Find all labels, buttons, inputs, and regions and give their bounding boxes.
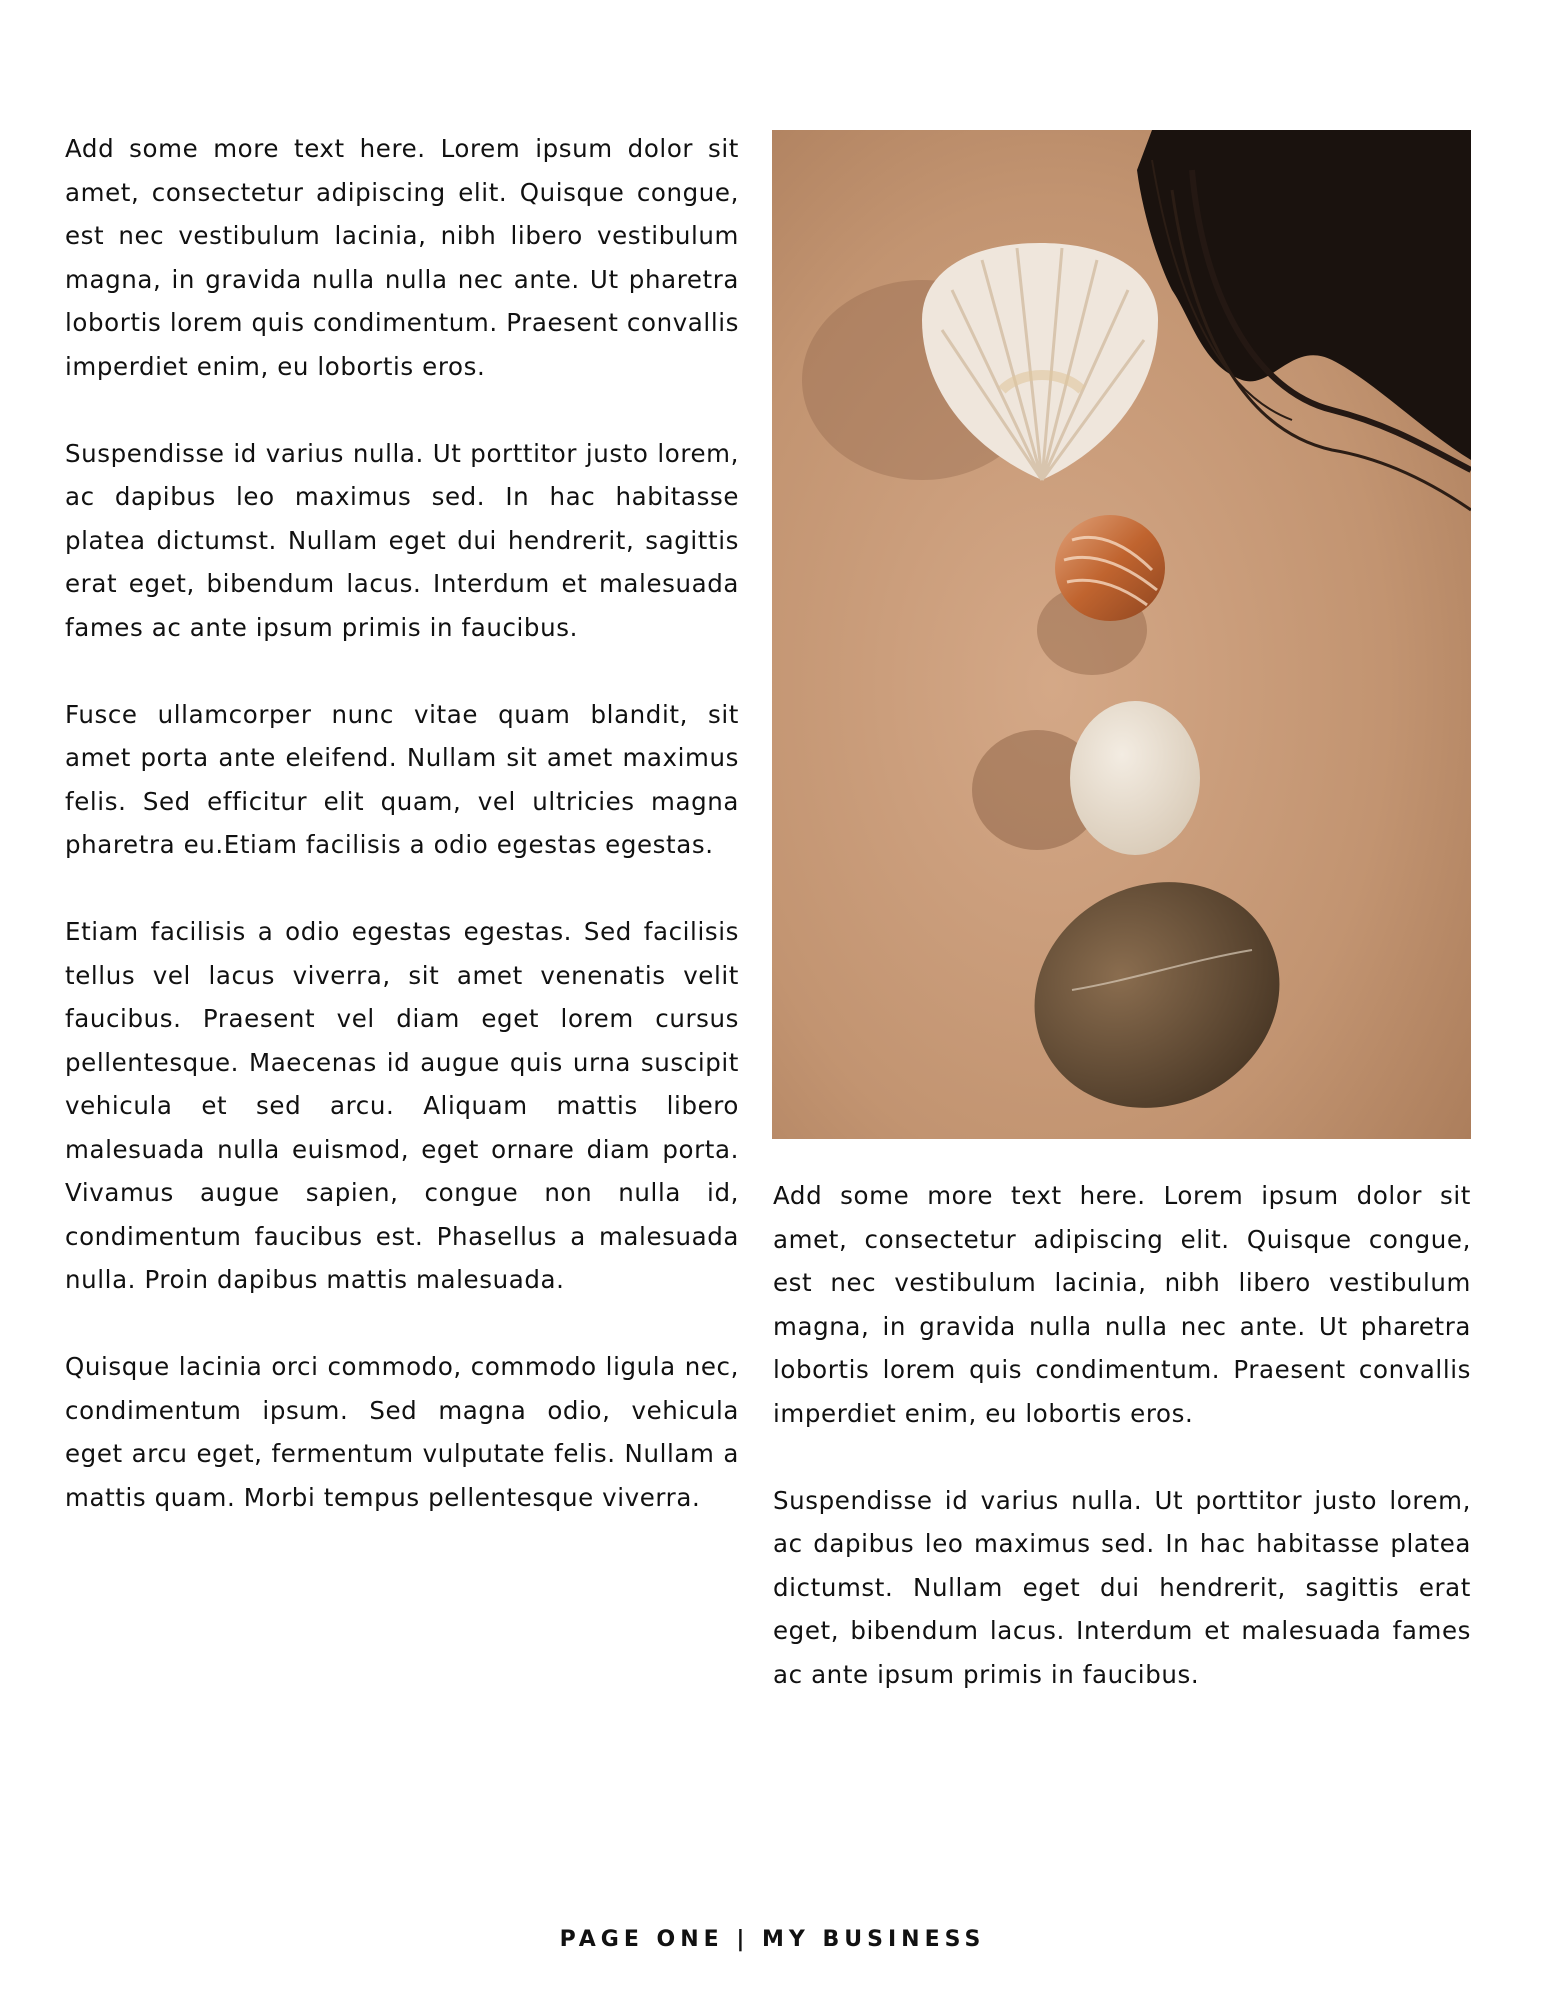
- paragraph: Fusce ullamcorper nunc vitae quam blandit, sit amet porta ante eleifend. Nullam sit amet maximus felis. Sed efficitur elit quam, vel ultricies magna pharetra eu.Etiam facilisis a odio egestas egestas.: [65, 699, 739, 859]
- paragraph: Etiam facilisis a odio egestas egestas. Sed facilisis tellus vel lacus viverra, sit amet venenatis velit faucibus. Praesent vel diam eget lorem cursus pellentesque. Maecenas id augue quis urna suscipit vehicula et sed arcu. Aliquam mattis libero malesuada nulla euismod, eget ornare diam porta. Vivamus augue sapien, congue non nulla id, condimentum faucibus est. Phasellus a malesuada nulla. Proin dapibus mattis malesuada.: [65, 917, 739, 1294]
- paragraph: Add some more text here. Lorem ipsum dolor sit amet, consectetur adipiscing elit. Quisque congue, est nec vestibulum lacinia, nibh libero vestibulum magna, in gravida nulla nulla nec ante. Ut pharetra lobortis lorem quis condimentum. Praesent convallis imperdiet enim, eu lobortis eros.: [65, 134, 739, 381]
- paragraph: Add some more text here. Lorem ipsum dolor sit amet, consectetur adipiscing elit. Quisque congue, est nec vestibulum lacinia, nibh libero vestibulum magna, in gravida nulla nulla nec ante. Ut pharetra lobortis lorem quis condimentum. Praesent convallis imperdiet enim, eu lobortis eros.: [773, 1181, 1471, 1428]
- page-footer: PAGE ONE | MY BUSINESS: [559, 1927, 986, 1952]
- left-text-column: [65, 127, 739, 1519]
- white-pebble: [1070, 701, 1200, 855]
- photo-shells-on-skin: [772, 130, 1471, 1139]
- paragraph: Suspendisse id varius nulla. Ut porttitor justo lorem, ac dapibus leo maximus sed. In hac habitasse platea dictumst. Nullam eget dui hendrerit, sagittis erat eget, bibendum lacus. Interdum et malesuada fames ac ante ipsum primis in faucibus.: [65, 438, 739, 642]
- paragraph: Suspendisse id varius nulla. Ut porttitor justo lorem, ac dapibus leo maximus sed. In hac habitasse platea dictumst. Nullam eget dui hendrerit, sagittis erat eget, bibendum lacus. Interdum et malesuada fames ac ante ipsum primis in faucibus.: [773, 1485, 1471, 1689]
- paragraph: Quisque lacinia orci commodo, commodo ligula nec, condimentum ipsum. Sed magna odio, vehicula eget arcu eget, fermentum vulputate felis. Nullam a mattis quam. Morbi tempus pellentesque viverra.: [65, 1352, 739, 1512]
- right-text-column: [773, 1174, 1471, 1696]
- orange-shell: [1055, 515, 1165, 621]
